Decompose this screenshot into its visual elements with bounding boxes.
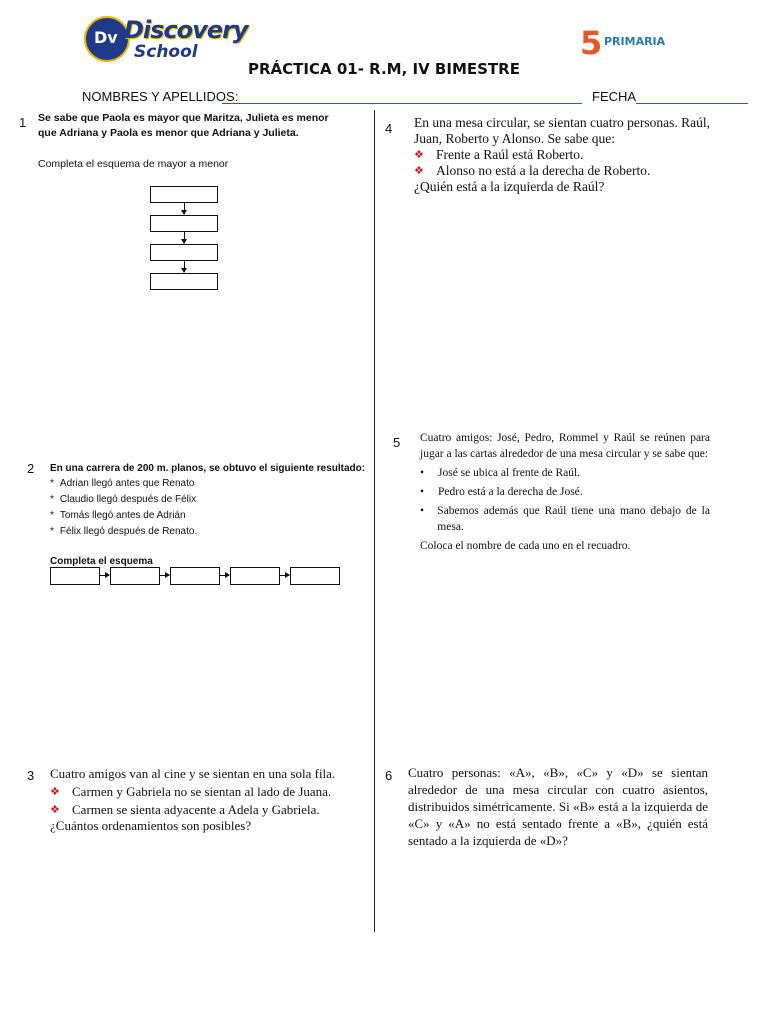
logo-school-text: School: [134, 42, 198, 62]
list-item-text: Sabemos además que Raúl tiene una mano debajo de la mesa.: [437, 505, 710, 533]
list-item: [50, 802, 338, 818]
diamond-bullet-icon: ❖: [414, 165, 424, 177]
answer-box[interactable]: [230, 567, 280, 585]
list-item: [50, 784, 338, 800]
question-2-instruction: Completa el esquema: [50, 556, 153, 567]
list-item: * Claudio llegó después de Félix: [50, 492, 197, 508]
question-2-number: 2: [27, 461, 35, 476]
page-title: PRÁCTICA 01- R.M, IV BIMESTRE: [248, 60, 520, 78]
list-item-text: Carmen y Gabriela no se sientan al lado de Juana.: [72, 784, 332, 799]
answer-box[interactable]: [110, 567, 160, 585]
list-item-text: Carmen se sienta adyacente a Adela y Gabriela.: [72, 802, 320, 817]
list-item: * Félix llegó después de Renato.: [50, 524, 197, 540]
list-item-text: Alonso no está a la derecha de Roberto.: [436, 163, 651, 178]
question-6-number: 6: [385, 768, 393, 783]
question-1-text: Se sabe que Paola es mayor que Maritza, Julieta es menor que Adriana y Paola es menor que Adriana y Julieta.: [38, 112, 329, 139]
question-4-number: 4: [385, 121, 393, 136]
question-2-list: [50, 476, 197, 540]
question-5-number: 5: [393, 435, 401, 450]
list-item-text: Frente a Raúl está Roberto.: [436, 147, 584, 162]
list-item-text: Pedro está a la derecha de José.: [438, 486, 583, 498]
list-item: [414, 163, 724, 179]
question-4-question: ¿Quién está a la izquierda de Raúl?: [414, 179, 605, 194]
question-3-text: [50, 766, 338, 834]
names-field[interactable]: [222, 103, 582, 104]
bullet-icon: •: [420, 505, 425, 517]
answer-box[interactable]: [150, 186, 218, 203]
list-item: [420, 484, 710, 500]
question-5-closing: Coloca el nombre de cada uno en el recuadro.: [420, 540, 631, 552]
bullet-icon: •: [420, 467, 425, 479]
question-3-number: 3: [27, 768, 35, 783]
date-label: FECHA: [592, 89, 637, 104]
logo-discovery-text: Discovery: [124, 16, 248, 44]
arrow-right: [160, 575, 169, 576]
question-4-text: [414, 115, 724, 195]
question-1-instruction: Completa el esquema de mayor a menor: [38, 158, 229, 170]
answer-box[interactable]: [150, 215, 218, 232]
grade-number: 5: [580, 24, 603, 62]
arrow-down: [184, 261, 185, 272]
arrow-right: [220, 575, 229, 576]
question-2-intro: En una carrera de 200 m. planos, se obtuvo el siguiente resultado:: [50, 463, 366, 474]
names-label: NOMBRES Y APELLIDOS:: [82, 89, 239, 104]
arrow-down: [184, 203, 185, 214]
list-item: [420, 465, 710, 481]
list-item: * Tomás llegó antes de Adrián: [50, 508, 197, 524]
bullet-icon: •: [420, 486, 425, 498]
question-3-question: ¿Cuántos ordenamientos son posibles?: [50, 818, 252, 833]
school-logo: [84, 14, 248, 66]
question-3-intro: Cuatro amigos van al cine y se sientan en una sola fila.: [50, 766, 336, 781]
answer-box[interactable]: [150, 273, 218, 290]
arrow-down: [184, 232, 185, 243]
grade-label: PRIMARIA: [604, 35, 666, 48]
question-5-text: [420, 430, 710, 554]
column-divider: [374, 110, 375, 932]
answer-box[interactable]: [290, 567, 340, 585]
diamond-bullet-icon: ❖: [414, 149, 424, 161]
diamond-bullet-icon: ❖: [50, 786, 60, 798]
answer-box[interactable]: [50, 567, 100, 585]
arrow-right: [100, 575, 109, 576]
list-item: [414, 147, 724, 163]
grade-badge: [580, 24, 676, 62]
question-6-text: Cuatro personas: «A», «B», «C» y «D» se sientan alrededor de una mesa circular con cuatro asientos, distribuidos simétricamente. Si «B» está a la izquierda de «C» y «A» no está sentado frente a «B», ¿quién está sentado a la izquierda de «D»?: [408, 765, 708, 848]
date-field[interactable]: [636, 103, 748, 104]
list-item-text: José se ubica al frente de Raúl.: [438, 467, 581, 479]
list-item: [420, 503, 710, 535]
question-4-intro: En una mesa circular, se sientan cuatro personas. Raúl, Juan, Roberto y Alonso. Se sabe que:: [414, 115, 710, 146]
answer-box[interactable]: [150, 244, 218, 261]
logo-mark: Dv: [94, 28, 118, 47]
question-1-number: 1: [19, 115, 27, 130]
question-5-intro: Cuatro amigos: José, Pedro, Rommel y Raúl se reúnen para jugar a las cartas alrededor de una mesa circular y se sabe que:: [420, 432, 710, 460]
arrow-right: [280, 575, 289, 576]
answer-box[interactable]: [170, 567, 220, 585]
list-item: * Adrian llegó antes que Renato: [50, 476, 197, 492]
diamond-bullet-icon: ❖: [50, 804, 60, 816]
